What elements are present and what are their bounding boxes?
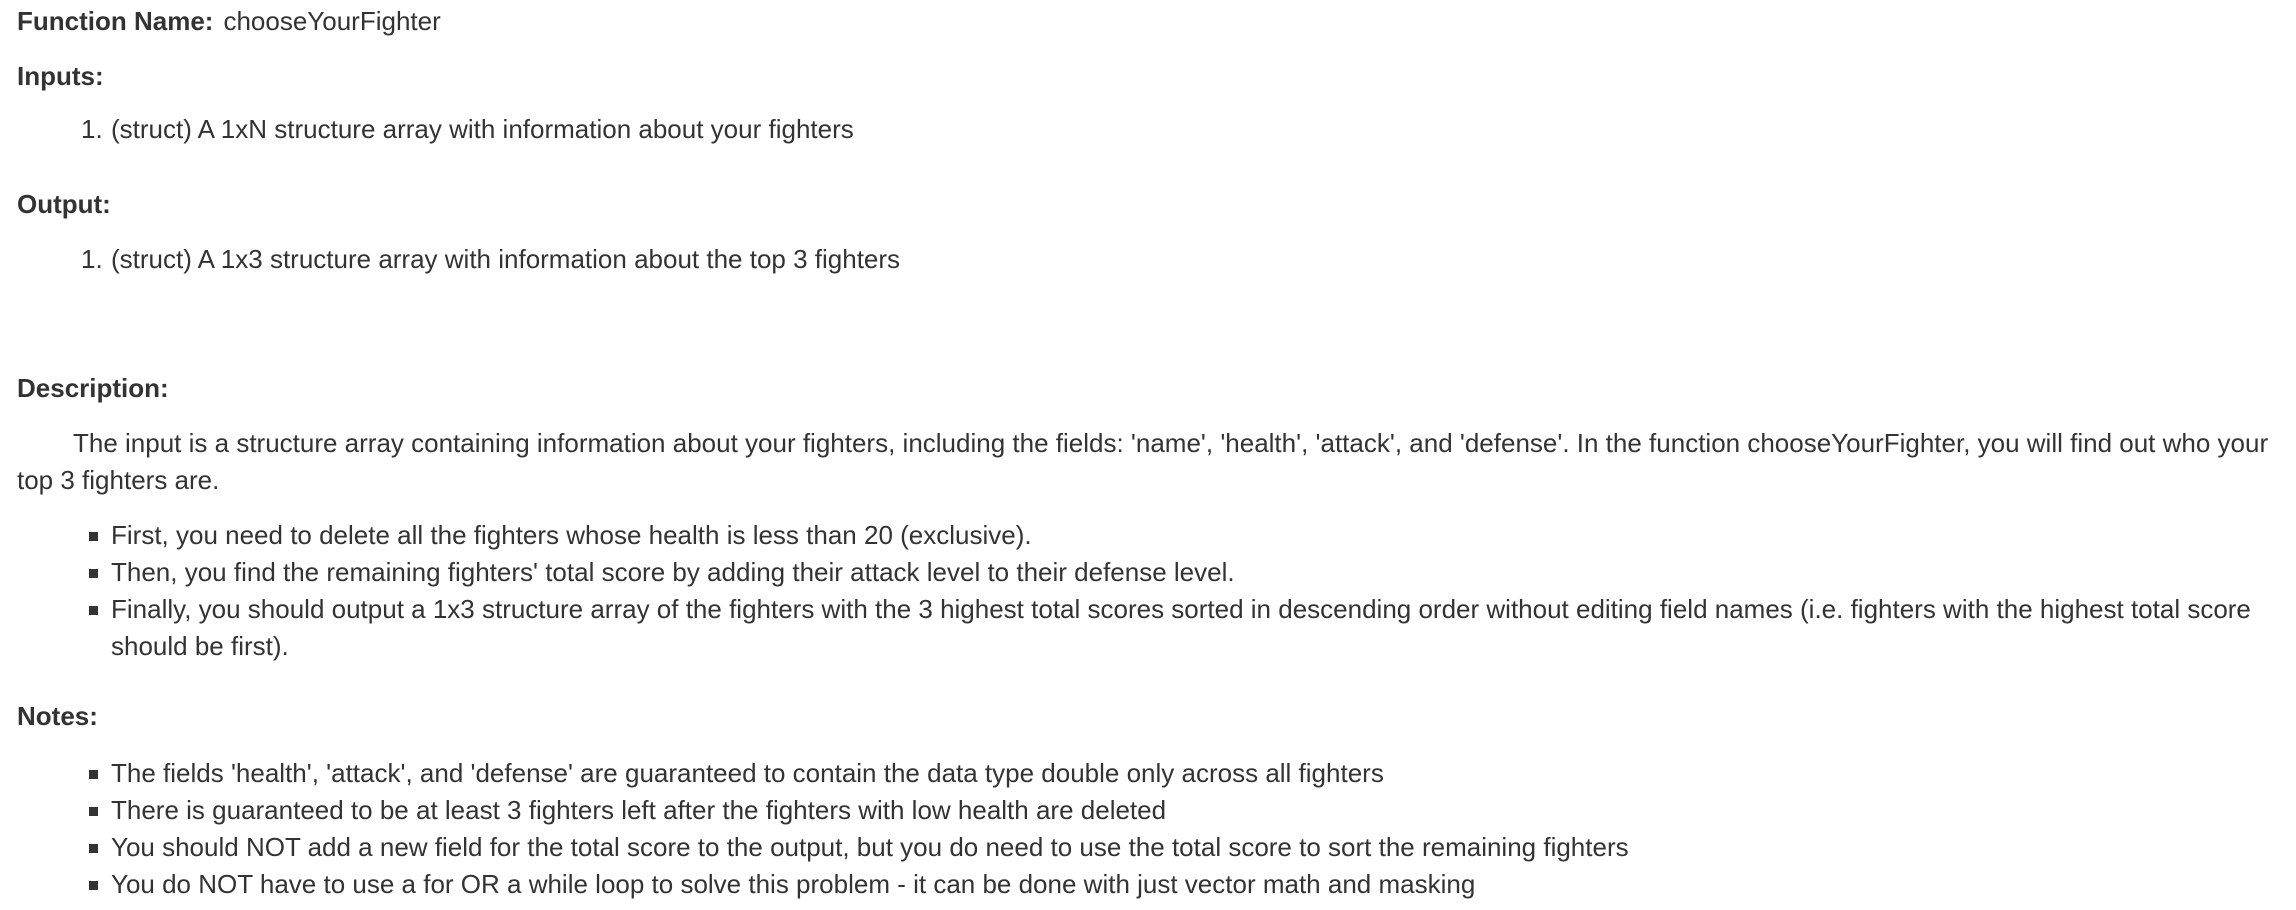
list-item-text: First, you need to delete all the fighters whose health is less than 20 (exclusive). <box>111 520 1032 550</box>
list-item <box>17 866 2279 903</box>
square-bullet-icon <box>89 770 98 779</box>
output-list <box>17 241 2279 278</box>
list-item-text: Finally, you should output a 1x3 structure array of the fighters with the 3 highest total scores sorted in descending order without editing field names (i.e. fighters with the highest total score should be first). <box>111 594 2251 661</box>
function-name-label: Function Name: <box>17 6 214 36</box>
description-paragraph: The input is a structure array containing information about your fighters, including the fields: 'name', 'health', 'attack', and 'defense'. In the function chooseYourFighter, you will find out who your top 3 fighters are. <box>17 428 2269 495</box>
square-bullet-icon <box>89 844 98 853</box>
square-bullet-icon <box>89 807 98 816</box>
list-item-text: (struct) A 1xN structure array with information about your fighters <box>111 114 854 144</box>
list-item <box>17 517 2279 554</box>
inputs-heading: Inputs: <box>17 61 104 91</box>
notes-heading: Notes: <box>17 701 98 731</box>
list-item-text: The fields 'health', 'attack', and 'defense' are guaranteed to contain the data type double only across all fighters <box>111 758 1384 788</box>
list-item <box>17 792 2279 829</box>
list-item-text: You do NOT have to use a for OR a while loop to solve this problem - it can be done with just vector math and masking <box>111 869 1476 899</box>
square-bullet-icon <box>89 569 98 578</box>
list-item <box>17 554 2279 591</box>
list-item <box>17 111 2279 148</box>
square-bullet-icon <box>89 606 98 615</box>
list-item-text: (struct) A 1x3 structure array with information about the top 3 fighters <box>111 244 901 274</box>
function-name-value: chooseYourFighter <box>223 6 441 36</box>
description-bullets <box>17 517 2279 665</box>
list-item-text: Then, you find the remaining fighters' total score by adding their attack level to their defense level. <box>111 557 1235 587</box>
square-bullet-icon <box>89 881 98 890</box>
list-item <box>17 755 2279 792</box>
list-item <box>17 829 2279 866</box>
list-item-number: 1. <box>81 244 103 274</box>
function-name-line <box>17 3 441 40</box>
list-item-number: 1. <box>81 114 103 144</box>
notes-bullets <box>17 755 2279 903</box>
list-item <box>17 591 2279 665</box>
inputs-list <box>17 111 2279 148</box>
output-heading: Output: <box>17 189 111 219</box>
list-item <box>17 241 2279 278</box>
list-item-text: You should NOT add a new field for the total score to the output, but you do need to use the total score to sort the remaining fighters <box>111 832 1629 862</box>
list-item-text: There is guaranteed to be at least 3 fighters left after the fighters with low health are deleted <box>111 795 1167 825</box>
description-heading: Description: <box>17 373 169 403</box>
square-bullet-icon <box>89 532 98 541</box>
